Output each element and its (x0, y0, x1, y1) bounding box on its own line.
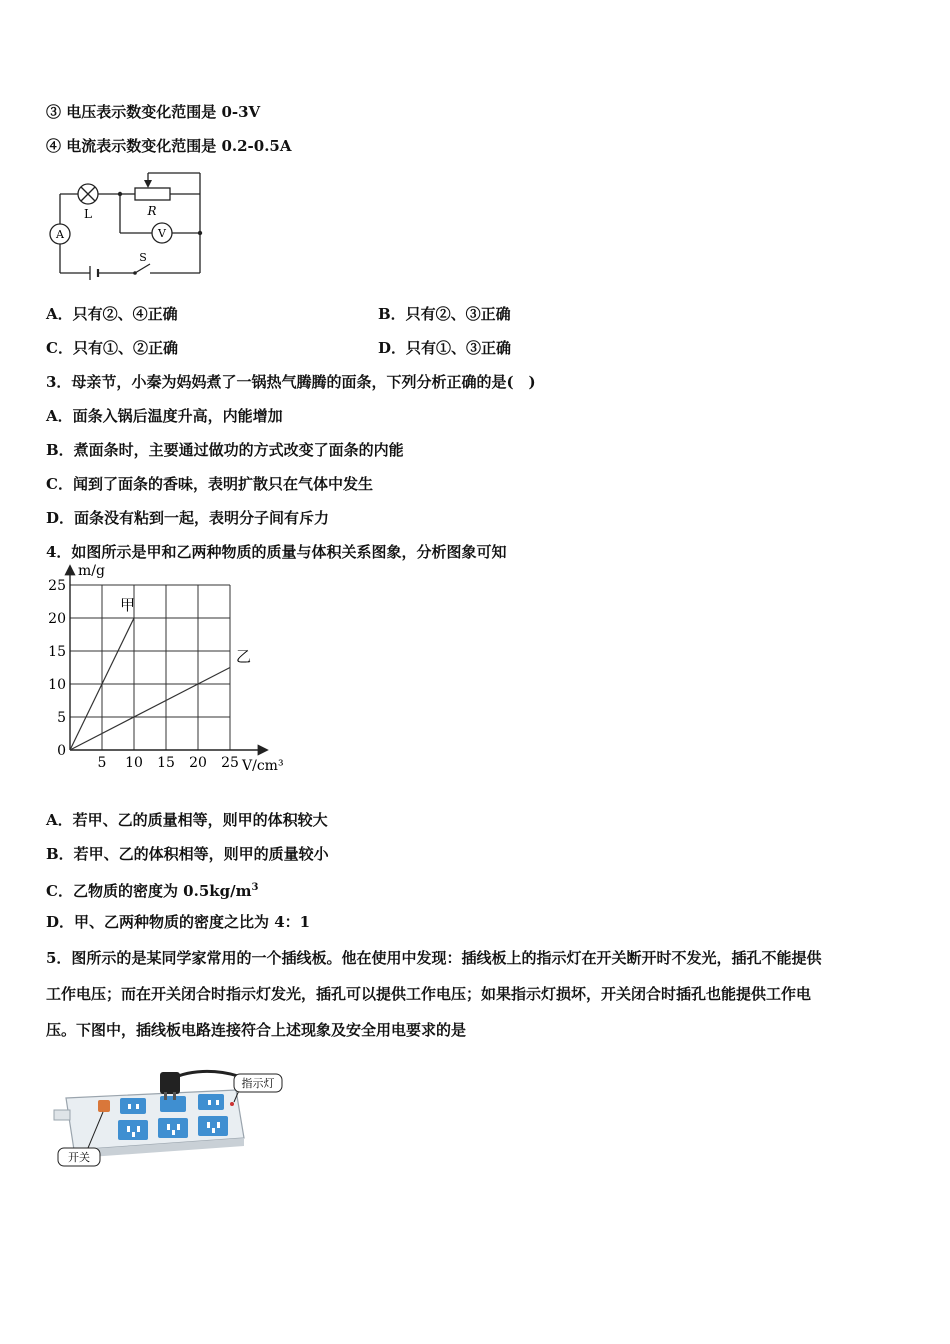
switch-callout: 开关 (68, 1151, 90, 1164)
q4-option-c-sup: 3 (251, 882, 259, 893)
indicator-callout: 指示灯 (241, 1077, 275, 1090)
chart-grid (70, 585, 230, 750)
x-axis-label: V/cm³ (242, 758, 284, 774)
rheostat-label: R (147, 204, 157, 218)
x-tick-label: 10 (125, 755, 143, 771)
y-tick-label: 20 (48, 611, 66, 627)
q3-option-b: B．煮面条时，主要通过做功的方式改变了面条的内能 (46, 441, 404, 459)
y-axis-label: m/g (78, 563, 105, 579)
switch-label: S (139, 251, 147, 264)
q5-line-1: 5．图所示的是某同学家常用的一个插线板。他在使用中发现：插线板上的指示灯在开关断开时不发光，插孔不能提供 (46, 949, 822, 967)
q3-option-c: C．闻到了面条的香味，表明扩散只在气体中发生 (46, 475, 373, 493)
y-tick-label: 5 (57, 710, 66, 726)
series-line-2 (70, 668, 230, 751)
q4-option-b: B．若甲、乙的体积相等，则甲的质量较小 (46, 845, 329, 863)
y-tick-label: 15 (48, 644, 66, 660)
q4-stem: 4．如图所示是甲和乙两种物质的质量与体积关系图象，分析图象可知 (46, 543, 507, 561)
statement-4: ④ 电流表示数变化范围是 0.2-0.5A (46, 137, 292, 155)
circuit-diagram (40, 168, 215, 283)
q3-option-a: A．面条入锅后温度升高，内能增加 (46, 407, 283, 425)
power-strip-figure (48, 1058, 275, 1173)
series-label-2: 乙 (236, 647, 252, 666)
q4-option-c (46, 878, 258, 901)
x-tick-label: 25 (221, 755, 239, 771)
mass-volume-chart (40, 563, 300, 785)
statement-3: ③ 电压表示数变化范围是 0-3V (46, 103, 261, 121)
series-label-1: 甲 (120, 596, 136, 614)
q4-option-c-text: C．乙物质的密度为 0.5kg/m (46, 882, 252, 900)
ammeter-label: A (56, 228, 64, 241)
origin-label: 0 (57, 743, 66, 759)
q2-option-d: D．只有①、③正确 (378, 339, 512, 357)
q5-line-3: 压。下图中，插线板电路连接符合上述现象及安全用电要求的是 (46, 1021, 467, 1039)
q3-stem: 3．母亲节，小秦为妈妈煮了一锅热气腾腾的面条，下列分析正确的是( ) (46, 373, 536, 391)
q2-option-c: C．只有①、②正确 (46, 339, 178, 357)
q5-line-2: 工作电压；而在开关闭合时指示灯发光，插孔可以提供工作电压；如果指示灯损坏，开关闭合时插孔也能提供工作电 (46, 985, 812, 1003)
x-tick-label: 20 (189, 755, 207, 771)
q2-option-a: A．只有②、④正确 (46, 305, 178, 323)
y-tick-label: 10 (48, 677, 66, 693)
lamp-label: L (84, 207, 92, 221)
q4-option-a: A．若甲、乙的质量相等，则甲的体积较大 (46, 811, 328, 829)
q4-option-d: D．甲、乙两种物质的密度之比为 4：1 (46, 913, 311, 931)
strip-switch (98, 1100, 110, 1112)
q3-option-d: D．面条没有粘到一起，表明分子间有斥力 (46, 509, 330, 527)
x-tick-label: 15 (157, 755, 175, 771)
q2-option-b: B．只有②、③正确 (378, 305, 511, 323)
y-tick-label: 25 (48, 578, 66, 594)
x-tick-label: 5 (97, 755, 107, 771)
voltmeter-label: V (158, 227, 166, 240)
